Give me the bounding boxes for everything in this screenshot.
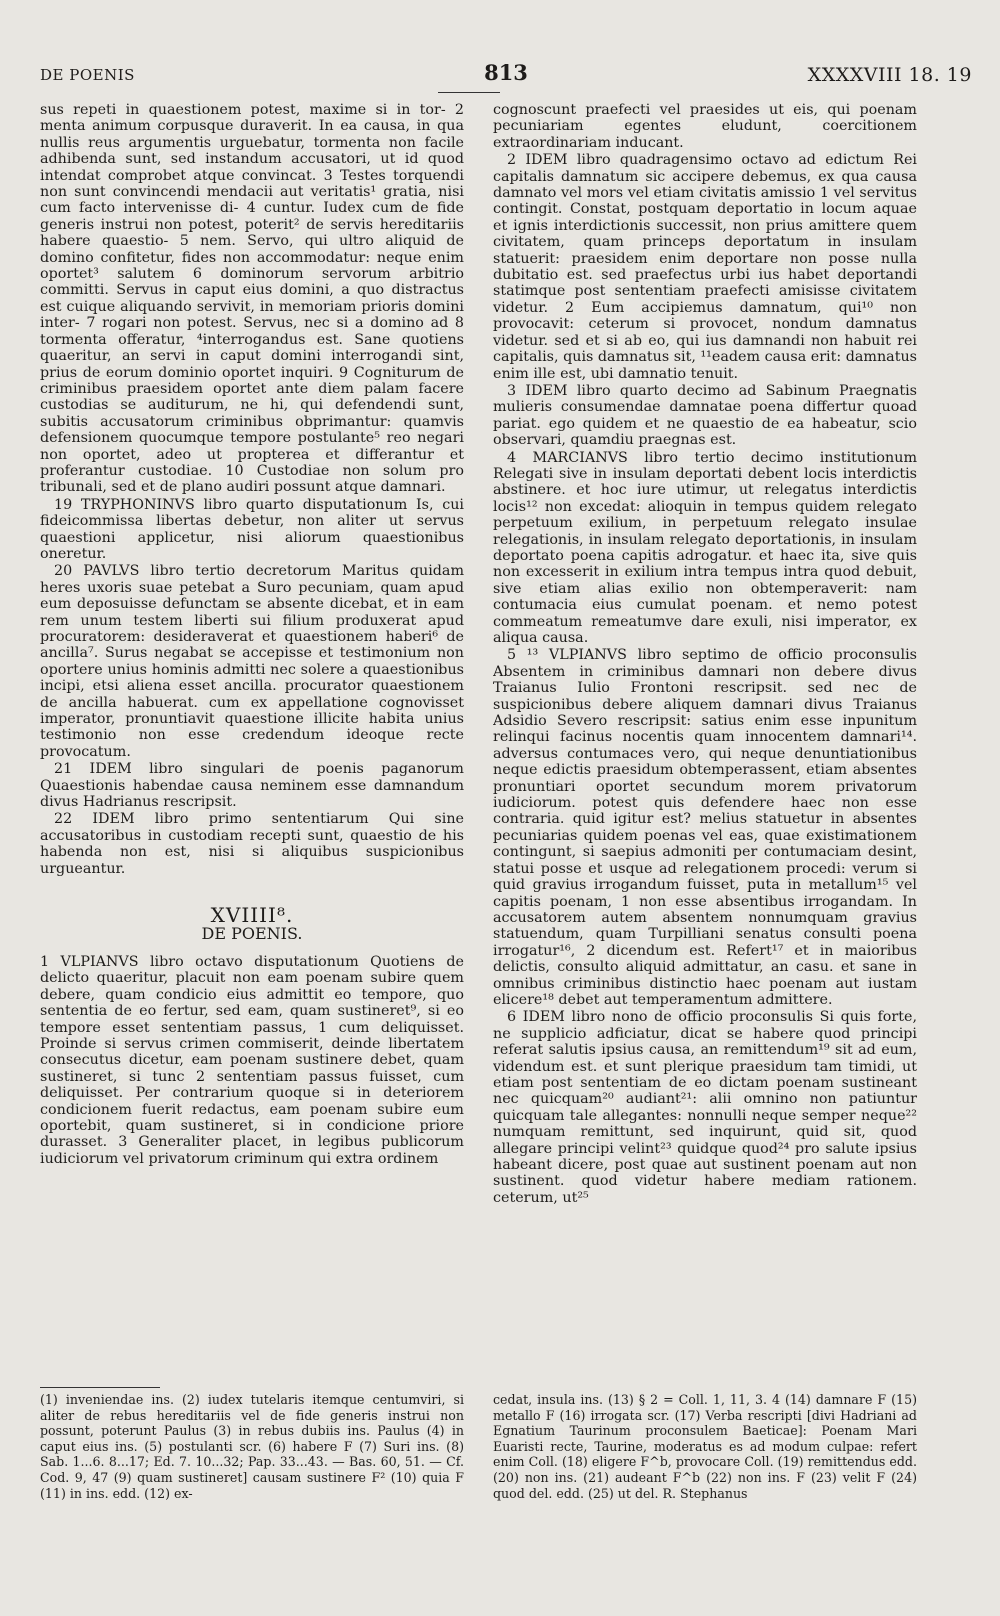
left-column xyxy=(40,102,464,1390)
left-paragraph: 22 IDEM libro primo sententiarum Qui sine accusatoribus in custodiam recepti sunt, quaestio de his habenda non est, nisi si aliquibus suspicionibus urgueantur. xyxy=(40,811,464,877)
right-paragraph: cognoscunt praefecti vel praesides ut eis, qui poenam pecuniariam egentes eludunt, coercitionem extraordinariam inducant. xyxy=(493,102,917,151)
title-number: XVIIII⁸. xyxy=(210,903,294,928)
right-paragraph: 2 IDEM libro quadragensimo octavo ad edictum Rei capitalis damnatum sic accipere debemus, ex qua causa damnato vel mors vel etiam civitatis amissio 1 vel servitus contingit. Constat, postquam deportatio in locum aquae et ignis interdictionis successit, non prius amittere quem civitatem, quam princeps deportatum in insulam statuerit: praesidem enim deportare non posse nulla dubitatio est. sed praefectus urbi ius habet deportandi statimque post sententiam praefecti amisisse civitatem videtur. 2 Eum accipiemus damnatum, qui¹⁰ non provocavit: ceterum si provocet, nondum damnatus videtur. sed et si ab eo, qui ius damnandi non habuit rei capitalis, quis damnatus sit, ¹¹eadem causa erit: damnatus enim ille est, ubi damnatio tenuit. xyxy=(493,152,917,382)
right-paragraph: 3 IDEM libro quarto decimo ad Sabinum Praegnatis mulieris consumendae damnatae poena differtur quoad pariat. ego quidem et ne quaestio de ea habeatur, scio observari, quamdiu praegnas est. xyxy=(493,382,917,449)
left-paragraph: 1 VLPIANVS libro octavo disputationum Quotiens de delicto quaeritur, placuit non eam poenam subire quem debere, quam condicio eius admittit eo tempore, quo sententia de eo fertur, sed eam, quam sustineret⁹, si eo tempore esset sententiam passus, 1 cum deliquisset. Proinde si servus crimen commiserit, deinde libertatem consecutus dicetur, eam poenam sustinere debet, quam sustineret, si tunc 2 sententiam passus fuisset, cum deliquisset. Per contrarium quoque si in deteriorem condicionem fuerit redactus, eam poenam subire eum oportebit, quam sustineret, si in condicione priore durasset. 3 Generaliter placet, in legibus publicorum iudiciorum vel privatorum criminum qui extra ordinem xyxy=(40,953,464,1167)
page-number: 813 xyxy=(484,60,528,85)
left-paragraph: 21 IDEM libro singulari de poenis paganorum Quaestionis habendae causa neminem esse damnandum divus Hadrianus rescripsit. xyxy=(40,761,464,811)
header-reference: XXXXVIII 18. 19 xyxy=(807,64,972,86)
left-paragraph: sus repeti in quaestionem potest, maxime si in tor- 2 menta animum corpusque duraverit. In ea causa, in qua nullis reus argumentis urguebatur, tormenta non facile adhibenda sunt, sed instandum accusatori, ut id quod intendat comprobet atque convincat. 3 Testes torquendi non sunt convincendi mendacii aut veritatis¹ gratia, nisi cum facto intervenisse di- 4 cuntur. Iudex cum de fide generis instrui non potest, poterit² de servis hereditariis habere quaestio- 5 nem. Servo, qui ultro aliquid de domino confitetur, fides non accommodatur: neque enim oportet³ salutem 6 dominorum servorum arbitrio committi. Servus in caput eius domini, a quo distractus est cuique aliquando servivit, in memoriam prioris domini inter- 7 rogari non potest. Servus, nec si a domino ad 8 tormenta offeratur, ⁴interrogandus est. Sane quotiens quaeritur, an servi in caput domini interrogandi sint, prius de eorum dominio oportet inquiri. 9 Cogniturum de criminibus praesidem oportet ante diem palam facere custodias se auditurum, ne hi, qui defendendi sunt, subitis accusatorum criminibus obprimantur: quamvis defensionem quocumque tempore postulante⁵ reo negari non oportet, adeo ut propterea et differantur et proferantur custodiae. 10 Custodiae non solum pro tribunali, sed et de plano audiri possunt atque damnari. xyxy=(40,102,464,496)
title-name: DE POENIS. xyxy=(201,923,303,943)
left-paragraph: 19 TRYPHONINVS libro quarto disputationum Is, cui fideicommissa libertas debetur, non aliter ut servus quaestioni applicetur, nisi aliorum quaestionibus oneretur. xyxy=(40,496,464,562)
title-heading xyxy=(40,903,464,943)
footnote-rule xyxy=(40,1387,160,1388)
running-header xyxy=(40,60,972,90)
right-paragraph: 6 IDEM libro nono de officio proconsulis Si quis forte, ne supplicio adficiatur, dicat se habere quod principi referat salutis ipsius causa, an remittendum¹⁹ sit ad eum, videndum est. et sunt plerique praesidum tam timidi, ut etiam post sententiam de eo dictam poenam sustineant nec quicquam²⁰ audiant²¹: alii omnino non patiuntur quicquam tale allegantes: nonnulli neque semper neque²² numquam remittunt, sed inquirunt, quid sit, quod allegare principi velint²³ quidque quod²⁴ pro salute ipsius habeant dicere, post quae aut sustinent poenam aut non sustinent. quod videtur habere mediam rationem. ceterum, ut²⁵ xyxy=(493,1009,917,1206)
footnotes-left: (1) inveniendae ins. (2) iudex tutelaris itemque centumviri, si aliter de rebus hereditariis vel de fide generis instrui non possunt, poterunt Paulus (3) in rebus dubiis ins. Paulus (4) in caput eius ins. (5) postulanti scr. (6) habere F (7) Suri ins. (8) Sab. 1...6. 8...17; Ed. 7. 10...32; Pap. 33...43. — Bas. 60, 51. — Cf. Cod. 9, 47 (9) quam sustineret] causam sustinere F² (10) quia F (11) in ins. edd. (12) ex- xyxy=(40,1392,464,1501)
header-rule xyxy=(438,92,500,93)
left-paragraph: 20 PAVLVS libro tertio decretorum Maritus quidam heres uxoris suae petebat a Suro pecuniam, quam apud eum deposuisse defunctam se absente dicebat, et in eam rem unum testem liberti sui filium produxerat apud procuratorem: desideraverat et quaestionem haberi⁶ de ancilla⁷. Surus negabat se accepisse et testimonium non oportere unius hominis admitti nec solere a quaestionibus incipi, etsi aliena esset ancilla. procurator quaestionem de ancilla habuerat. cum ex appellatione cognovisset imperator, pronuntiavit quaestione illicite habita unius testimonio non esse credendum ideoque recte provocatum. xyxy=(40,563,464,760)
right-paragraph: 4 MARCIANVS libro tertio decimo institutionum Relegati sive in insulam deportati debent locis interdictis abstinere. et hoc iure utimur, ut relegatus interdictis locis¹² non excedat: alioquin in tempus quidem relegato perpetuum exilium, in perpetuum relegato insulae relegationis, in insulam relegato deportationis, in insulam deportato poena capitis adrogatur. et haec ita, sive quis non excesserit in exilium intra tempus intra quod debuit, sive etiam alias exilio non obtemperaverit: nam contumacia eius cumulat poenam. et nemo potest commeatum remeatumve dare exuli, nisi imperator, ex aliqua causa. xyxy=(493,449,917,646)
header-title: DE POENIS xyxy=(40,66,135,84)
right-column xyxy=(493,102,917,1402)
right-paragraph: 5 ¹³ VLPIANVS libro septimo de officio proconsulis Absentem in criminibus damnari non debere divus Traianus Iulio Frontoni rescripsit. sed nec de suspicionibus debere aliquem damnari divus Traianus Adsidio Severo rescripsit: satius enim esse inpunitum relinqui facinus nocentis quam innocentem damnari¹⁴. adversus contumaces vero, qui neque denuntiationibus neque edictis praesidum obtemperassent, etiam absentes pronuntiari oportet secundum morem privatorum iudiciorum. potest quis defendere haec non esse contraria. quid igitur est? melius statuetur in absentes pecuniarias quidem poenas vel eas, quae existimationem contingunt, si saepius admoniti per contumaciam desint, statui posse et usque ad relegationem procedi: verum si quid gravius irrogandum fuisset, puta in metallum¹⁵ vel capitis poenam, 1 non esse absentibus irrogandam. In accusatorem autem absentem nonnumquam gravius statuendum, quam Turpilliani senatus consulti poena irrogatur¹⁶, 2 dicendum est. Refert¹⁷ et in maioribus delictis, consulto aliquid admittatur, an casu. et sane in omnibus criminibus distinctio haec poenam aut iustam elicere¹⁸ debet aut temperamentum admittere. xyxy=(493,647,917,1008)
footnotes-right: cedat, insula ins. (13) § 2 = Coll. 1, 11, 3. 4 (14) damnare F (15) metallo F (16) irrogata scr. (17) Verba rescripti [divi Hadriani ad Egnatium Taurinum proconsulem Baeticae]: Poenam Mari Euaristi recte, Taurine, moderatus es ad modum culpae: refert enim Coll. (18) eligere F^b, provocare Coll. (19) remittendus edd. (20) non ins. (21) audeant F^b (22) non ins. F (23) velit F (24) quod del. edd. (25) ut del. R. Stephanus xyxy=(493,1392,917,1501)
